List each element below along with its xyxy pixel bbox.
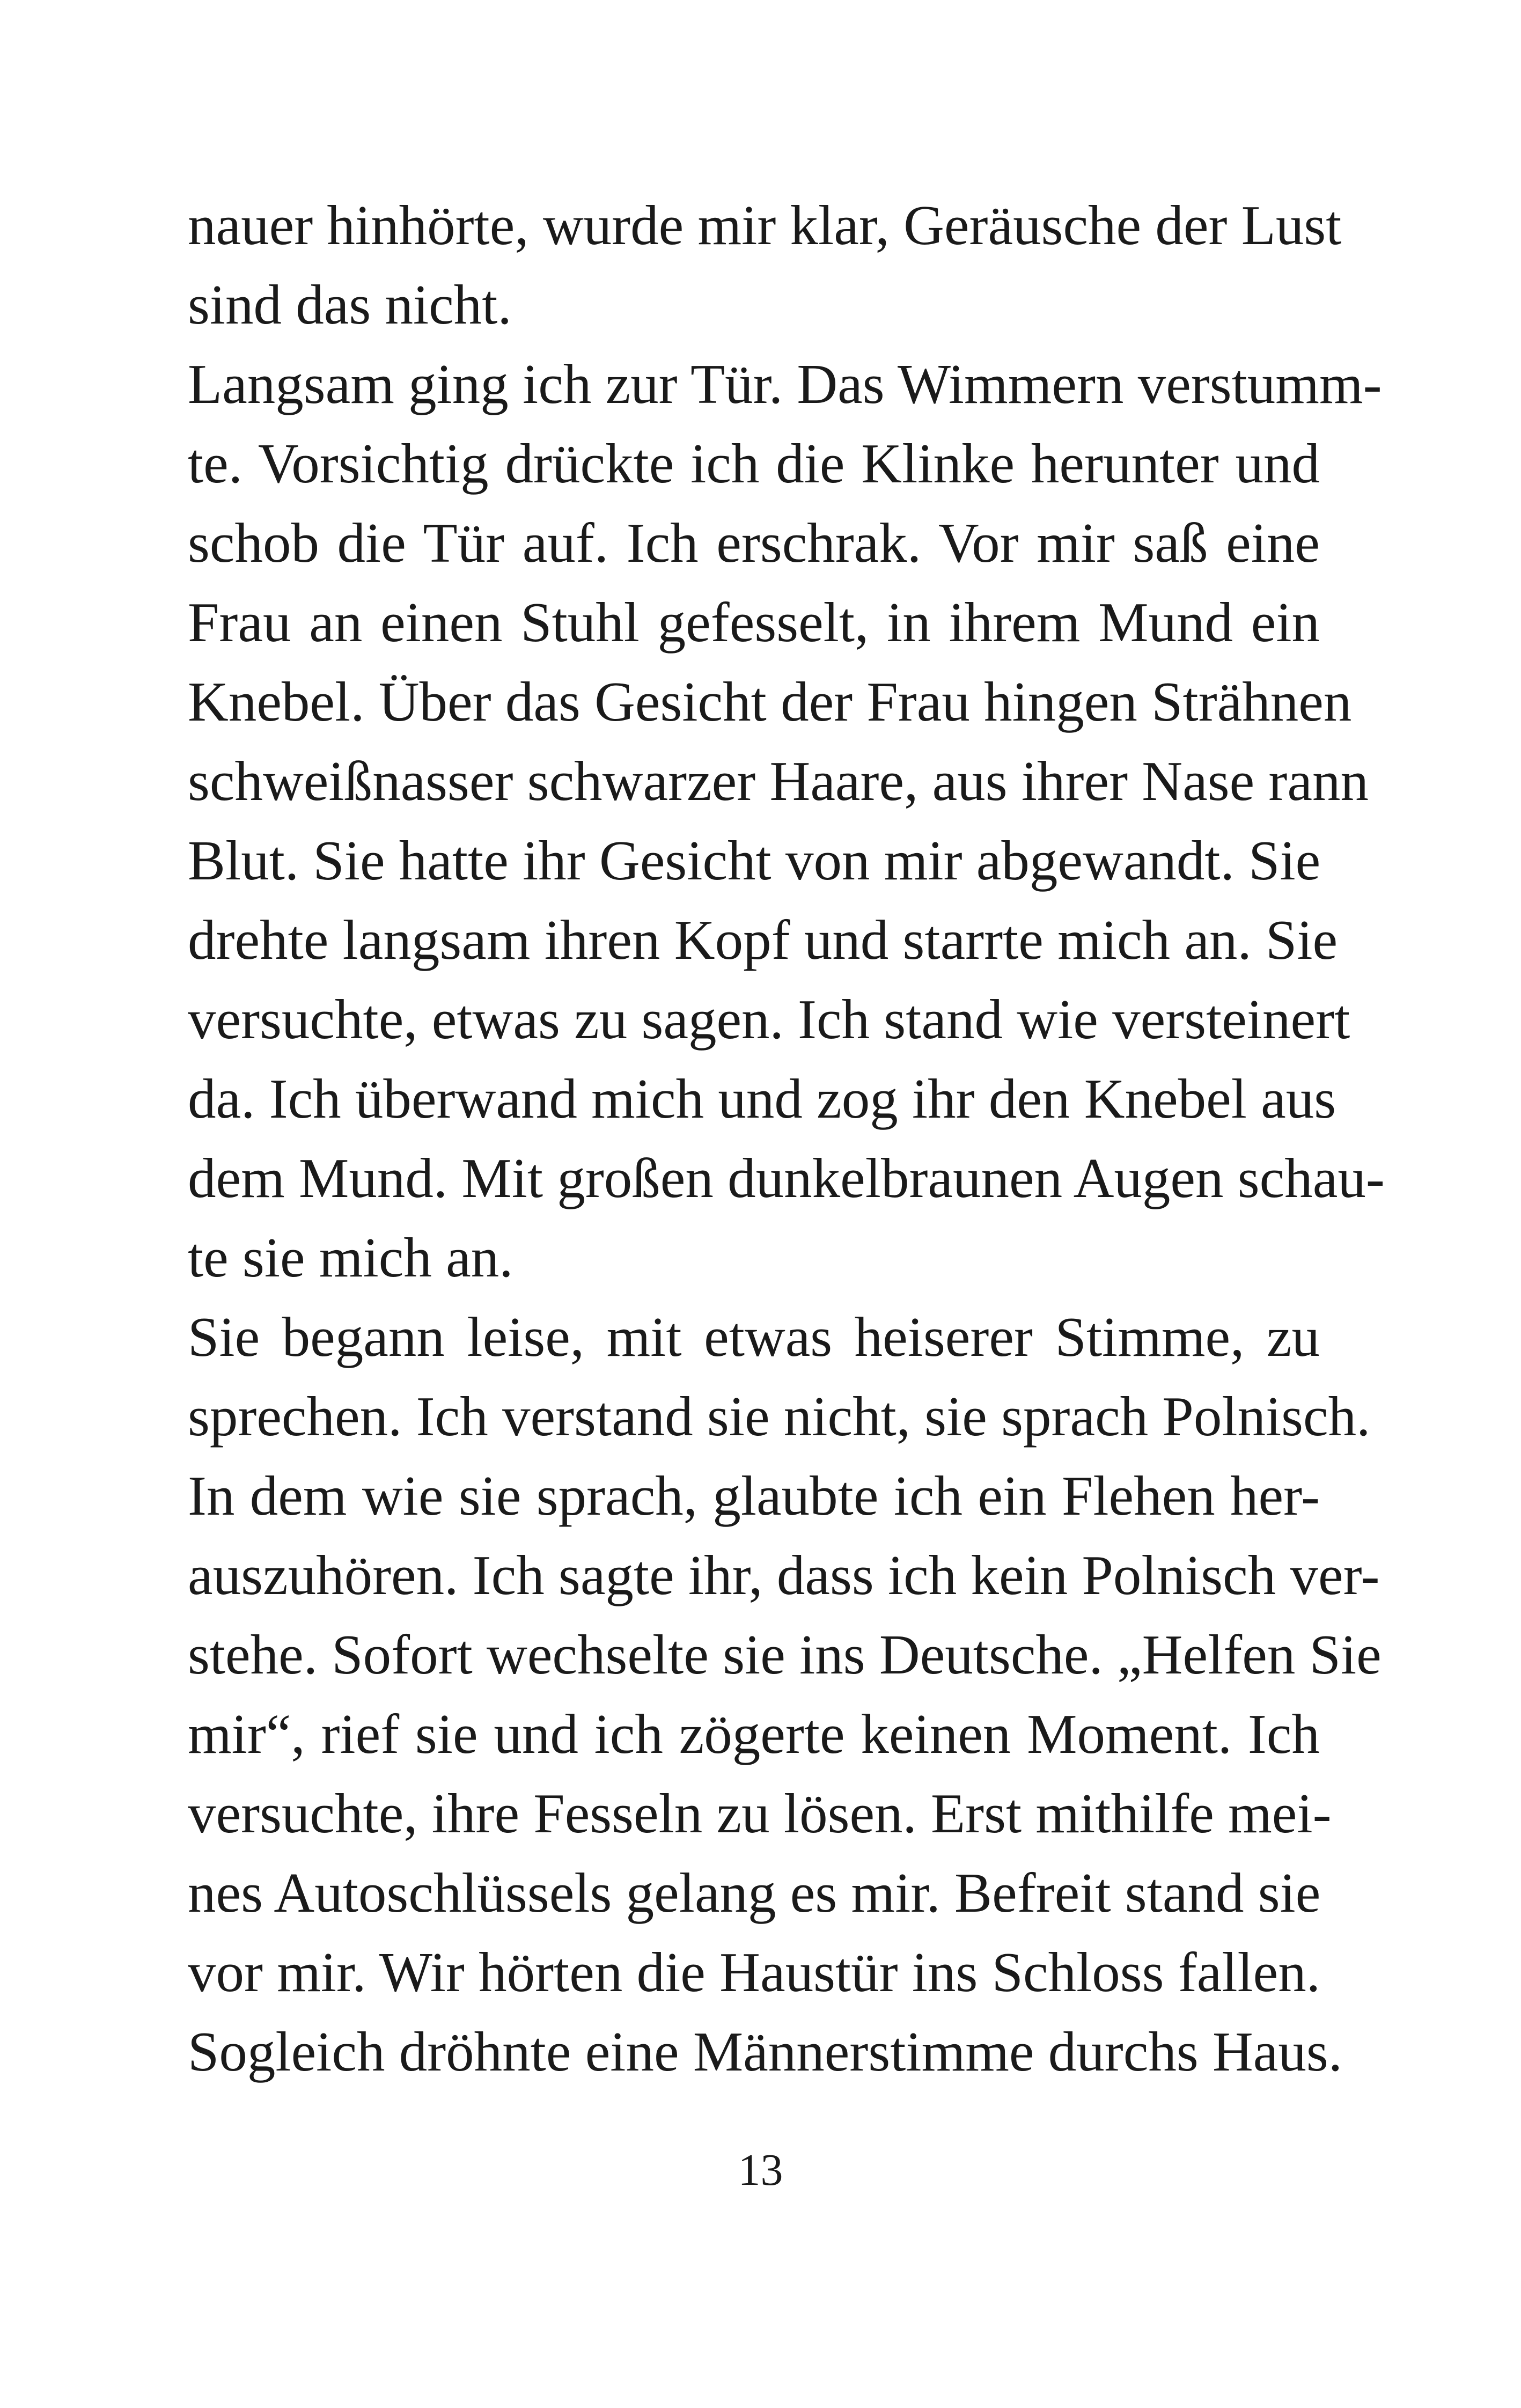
- text-line: mir“, rief sie und ich zögerte keinen Moment. Ich: [188, 1702, 1320, 1765]
- text-line: Blut. Sie hatte ihr Gesicht von mir abgewandt. Sie: [188, 829, 1321, 892]
- text-line: te sie mich an.: [188, 1226, 513, 1289]
- text-line: nauer hinhörte, wurde mir klar, Geräusche der Lust: [188, 194, 1342, 256]
- text-line: versuchte, ihre Fesseln zu lösen. Erst mithilfe mei-: [188, 1782, 1332, 1845]
- text-line: vor mir. Wir hörten die Haustür ins Schloss fallen.: [188, 1941, 1321, 2003]
- text-line: versuchte, etwas zu sagen. Ich stand wie versteinert: [188, 988, 1350, 1051]
- text-line: sind das nicht.: [188, 273, 512, 336]
- page-number: 13: [738, 2145, 783, 2195]
- text-line: stehe. Sofort wechselte sie ins Deutsche. „Helfen Sie: [188, 1623, 1382, 1686]
- text-line: Sogleich dröhnte eine Männerstimme durchs Haus.: [188, 2020, 1342, 2083]
- text-line: dem Mund. Mit großen dunkelbraunen Augen schau-: [188, 1147, 1385, 1209]
- text-line: schweißnasser schwarzer Haare, aus ihrer Nase rann: [188, 750, 1369, 812]
- text-line: Sie begann leise, mit etwas heiserer Stimme, zu: [188, 1305, 1320, 1368]
- text-line: te. Vorsichtig drückte ich die Klinke herunter und: [188, 432, 1320, 495]
- text-line: sprechen. Ich verstand sie nicht, sie sprach Polnisch.: [188, 1385, 1371, 1448]
- text-line: Langsam ging ich zur Tür. Das Wimmern verstumm-: [188, 353, 1382, 415]
- text-line: schob die Tür auf. Ich erschrak. Vor mir saß eine: [188, 511, 1320, 574]
- text-line: In dem wie sie sprach, glaubte ich ein Flehen her-: [188, 1464, 1320, 1527]
- text-line: da. Ich überwand mich und zog ihr den Knebel aus: [188, 1067, 1336, 1130]
- text-line: Knebel. Über das Gesicht der Frau hingen Strähnen: [188, 670, 1352, 733]
- text-line: Frau an einen Stuhl gefesselt, in ihrem Mund ein: [188, 591, 1320, 654]
- text-line: auszuhören. Ich sagte ihr, dass ich kein Polnisch ver-: [188, 1544, 1380, 1606]
- text-line: nes Autoschlüssels gelang es mir. Befreit stand sie: [188, 1861, 1321, 1924]
- text-line: drehte langsam ihren Kopf und starrte mich an. Sie: [188, 908, 1338, 971]
